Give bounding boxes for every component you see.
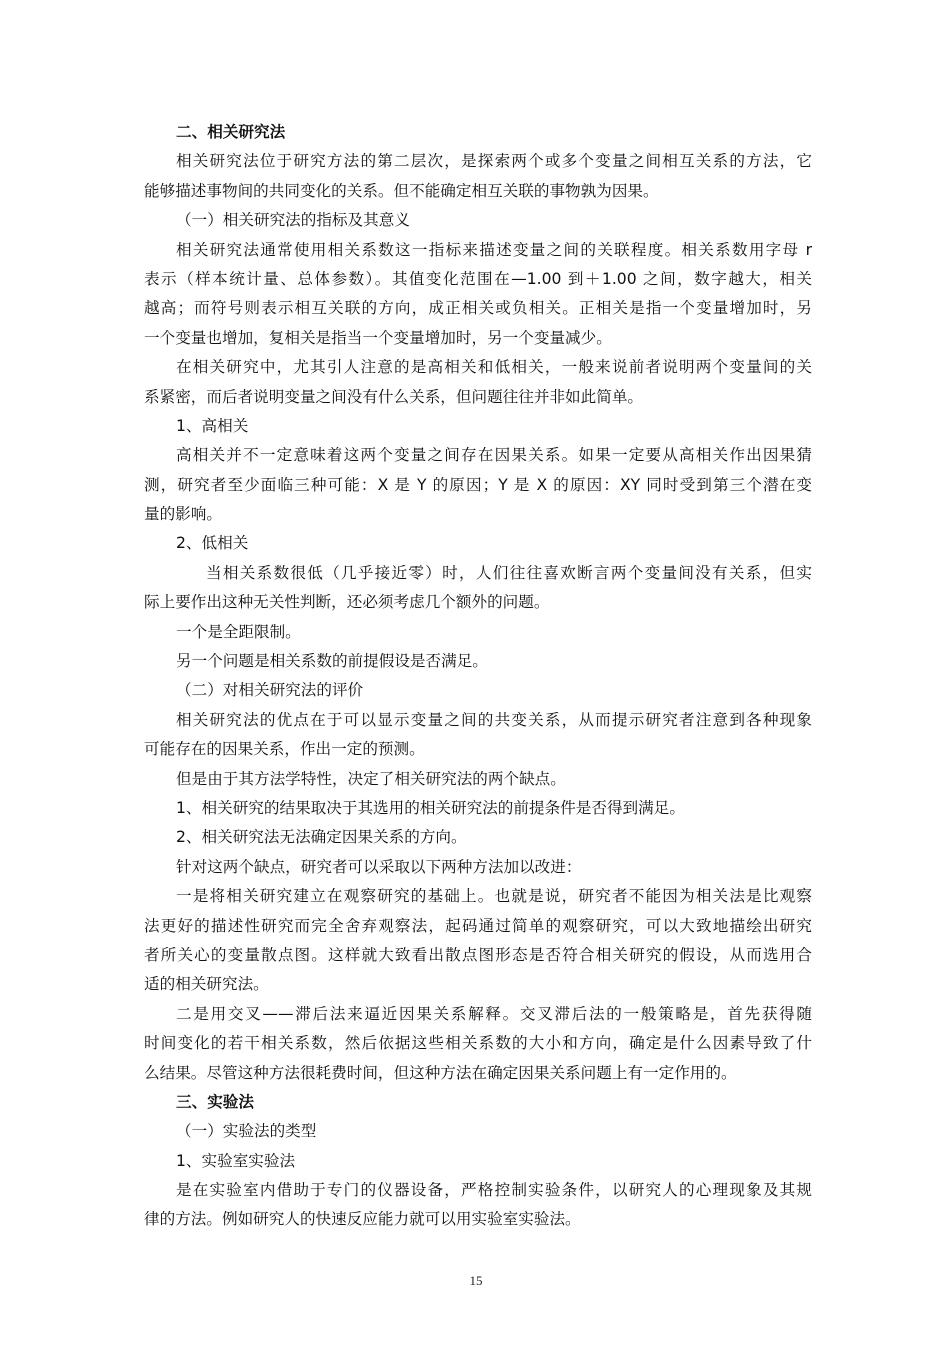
paragraph-line: 是在实验室内借助于专门的仪器设备，严格控制实验条件，以研究人的心理现象及其规: [176, 1181, 812, 1200]
paragraph-line: 可能存在的因果关系，作出一定的预测。: [144, 740, 425, 759]
list-item: 1、相关研究的结果取决于其选用的相关研究法的前提条件是否得到满足。: [176, 798, 685, 817]
paragraph-line: 量的影响。: [144, 505, 222, 524]
list-heading: 1、高相关: [176, 416, 249, 435]
paragraph-line: 法更好的描述性研究而完全舍弃观察法，起码通过简单的观察研究，可以大致地描绘出研究: [144, 916, 812, 935]
paragraph-line: 相关研究法的优点在于可以显示变量之间的共变关系，从而提示研究者注意到各种现象: [176, 710, 812, 729]
subsection-heading: （一）相关研究法的指标及其意义: [176, 211, 410, 230]
paragraph-line: 越高；而符号则表示相互关联的方向，成正相关或负相关。正相关是指一个变量增加时，另: [144, 299, 812, 318]
paragraph-line: 二是用交叉——滞后法来逼近因果关系解释。交叉滞后法的一般策略是，首先获得随: [176, 1004, 812, 1023]
paragraph-line: 测，研究者至少面临三种可能：X 是 Y 的原因；Y 是 X 的原因：XY 同时受到第三个潜在变: [144, 475, 812, 494]
paragraph-line: 么结果。尽管这种方法很耗费时间，但这种方法在确定因果关系问题上有一定作用的。: [144, 1063, 737, 1082]
paragraph-line: 系紧密，而后者说明变量之间没有什么关系，但问题往往并非如此简单。: [144, 387, 644, 406]
paragraph-line: 相关研究法位于研究方法的第二层次，是探索两个或多个变量之间相互关系的方法，它: [176, 152, 812, 171]
paragraph-line: 适的相关研究法。: [144, 975, 269, 994]
section-heading-experiment: 三、实验法: [176, 1092, 254, 1111]
paragraph-line: 针对这两个缺点，研究者可以采取以下两种方法加以改进：: [176, 857, 582, 876]
section-heading-correlation: 二、相关研究法: [176, 123, 286, 141]
page-body: [144, 118, 812, 1235]
paragraph-line: 但是由于其方法学特性，决定了相关研究法的两个缺点。: [176, 769, 566, 788]
paragraph-line: 表示（样本统计量、总体参数）。其值变化范围在—1.00 到＋1.00 之间，数字越大，相关: [144, 269, 812, 288]
paragraph-line: 另一个问题是相关系数的前提假设是否满足。: [176, 652, 488, 671]
list-item: 2、相关研究法无法确定因果关系的方向。: [176, 828, 467, 847]
subsection-heading: （二）对相关研究法的评价: [176, 681, 364, 700]
list-heading: 1、实验室实验法: [176, 1151, 296, 1170]
paragraph-line: 律的方法。例如研究人的快速反应能力就可以用实验室实验法。: [144, 1210, 581, 1229]
paragraph-line: 当相关系数很低（几乎接近零）时，人们往往喜欢断言两个变量间没有关系，但实: [206, 563, 812, 582]
paragraph-line: 时间变化的若干相关系数，然后依据这些相关系数的大小和方向，确定是什么因素导致了什: [144, 1034, 812, 1053]
paragraph-line: 一个是全距限制。: [176, 622, 301, 641]
paragraph-line: 能够描述事物间的共同变化的关系。但不能确定相互关联的事物孰为因果。: [144, 181, 659, 200]
paragraph-line: 相关研究法通常使用相关系数这一指标来描述变量之间的关联程度。相关系数用字母 r: [176, 240, 812, 259]
list-heading: 2、低相关: [176, 534, 249, 553]
subsection-heading: （一）实验法的类型: [176, 1122, 317, 1141]
paragraph-line: 者所关心的变量散点图。这样就大致看出散点图形态是否符合相关研究的假设，从而选用合: [144, 945, 812, 964]
paragraph-line: 高相关并不一定意味着这两个变量之间存在因果关系。如果一定要从高相关作出因果猜: [176, 446, 812, 465]
paragraph-line: 一个变量也增加，复相关是指当一个变量增加时，另一个变量减少。: [144, 328, 612, 347]
page-number: 15: [469, 1273, 483, 1288]
paragraph-line: 一是将相关研究建立在观察研究的基础上。也就是说，研究者不能因为相关法是比观察: [176, 887, 812, 906]
paragraph-line: 际上要作出这种无关性判断，还必须考虑几个额外的问题。: [144, 593, 550, 612]
paragraph-line: 在相关研究中，尤其引人注意的是高相关和低相关，一般来说前者说明两个变量间的关: [176, 358, 812, 377]
